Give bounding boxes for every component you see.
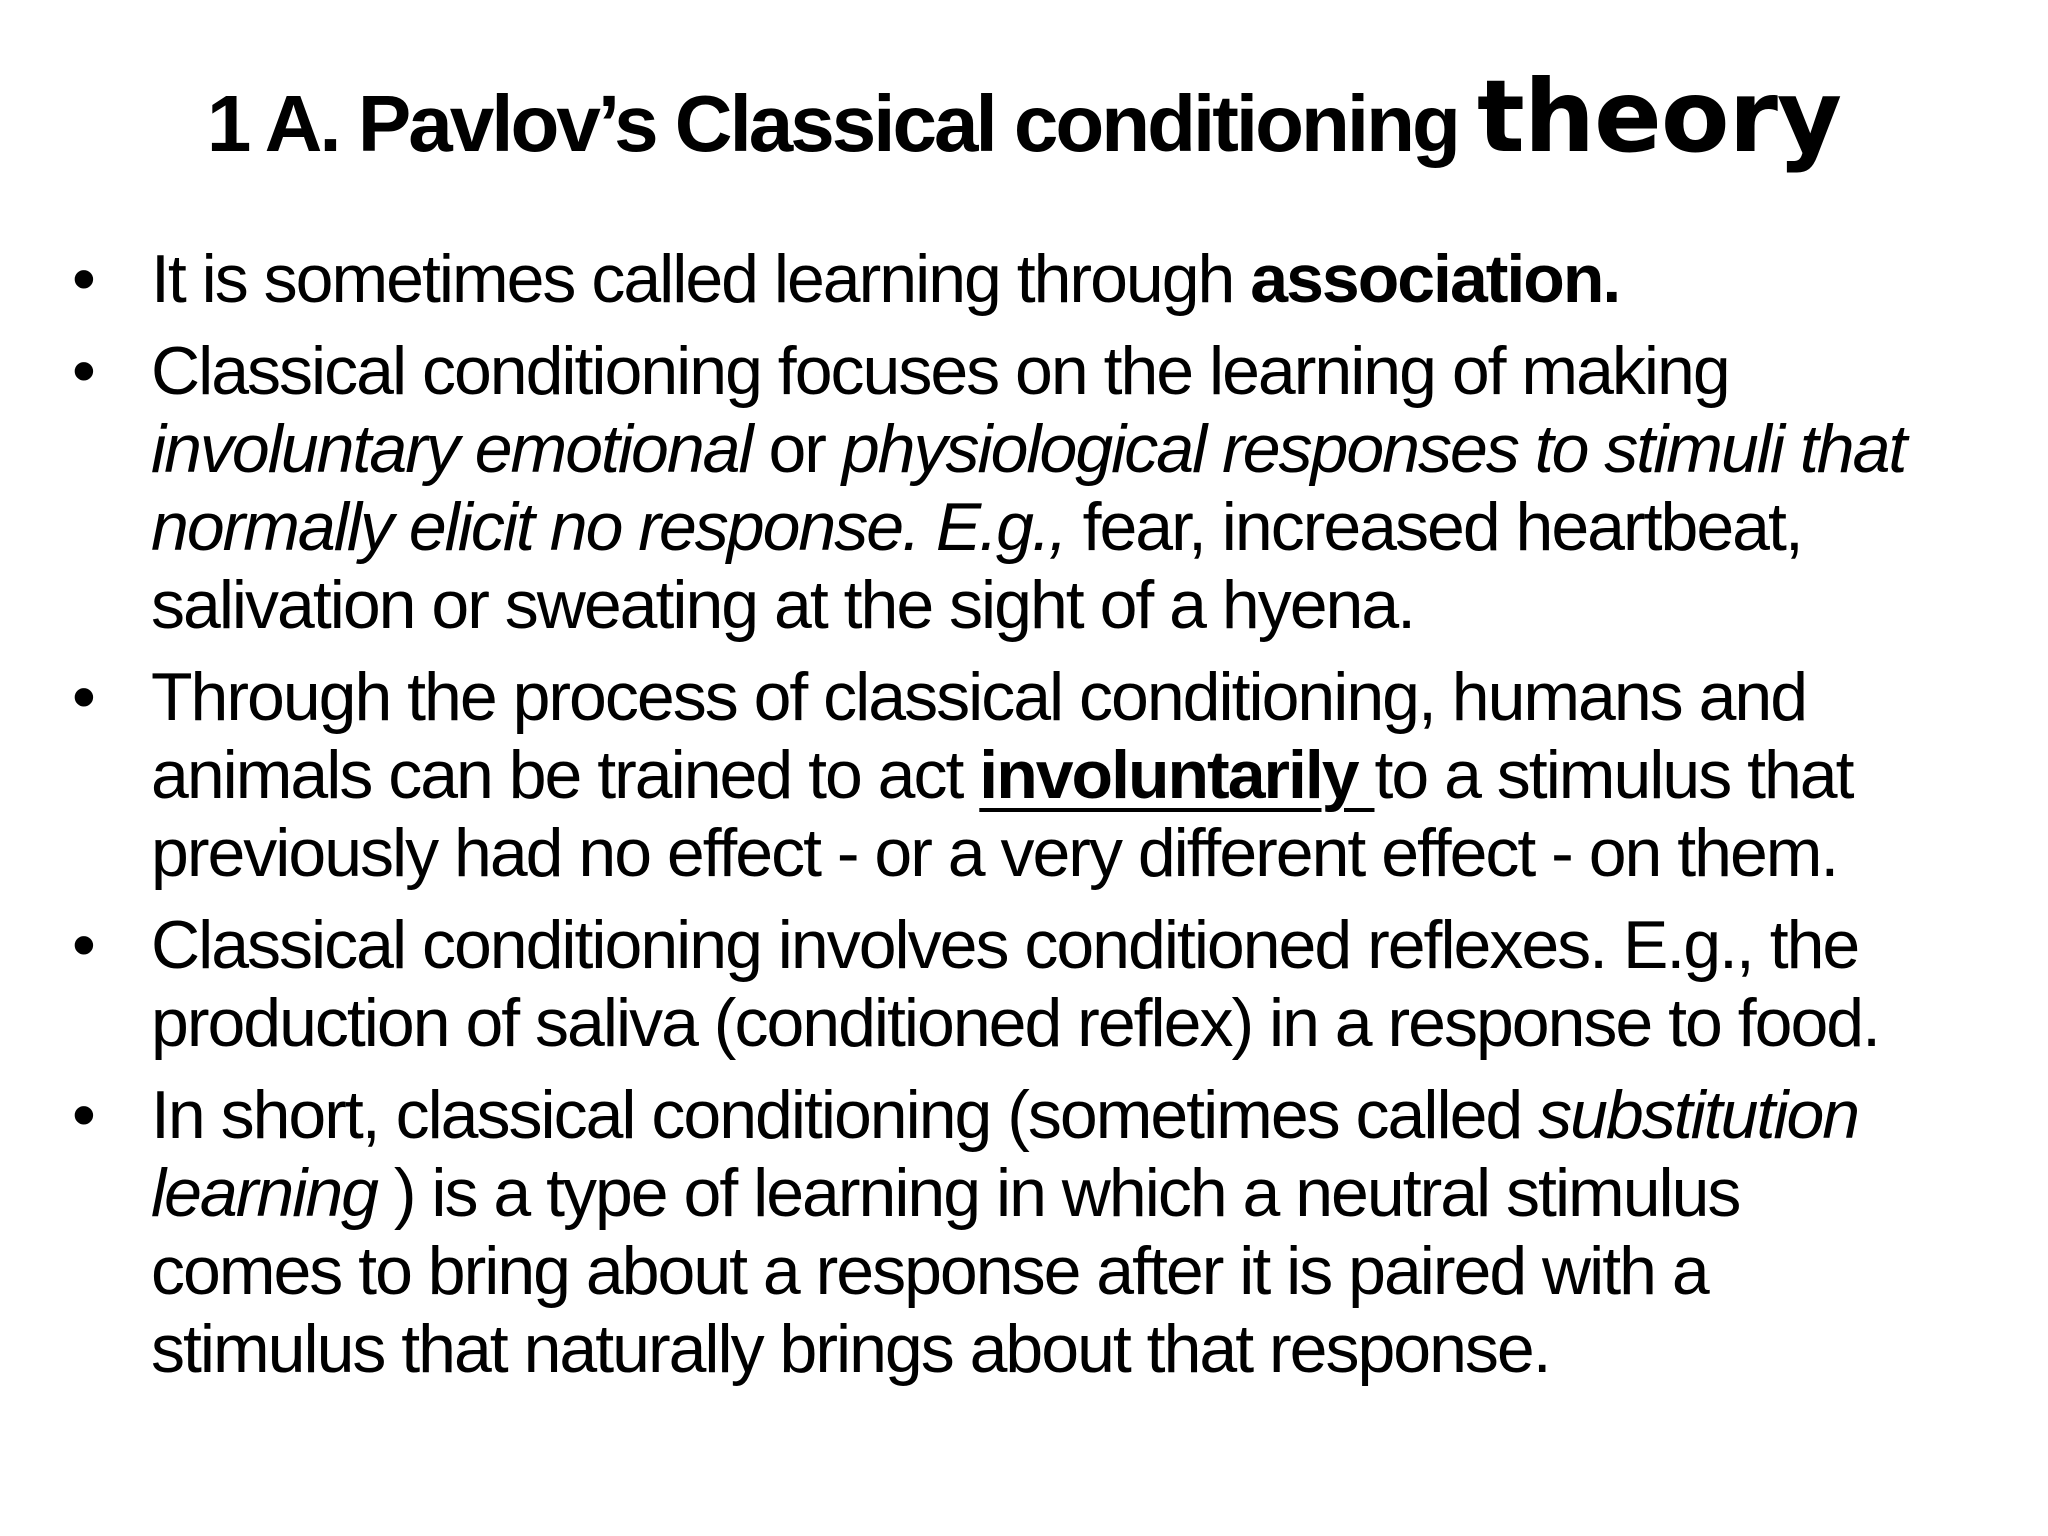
slide-title xyxy=(0,58,2048,179)
bullet-text: or xyxy=(751,411,842,487)
bullet-text-italic: substitution xyxy=(1538,1077,1859,1153)
bullet-text-bold: association. xyxy=(1250,241,1620,317)
bullet-line xyxy=(151,410,2048,488)
bullet-line xyxy=(151,1076,2048,1154)
bullet-text: to a stimulus that xyxy=(1374,737,1853,813)
bullet-text: In short, classical conditioning (sometimes called xyxy=(151,1077,1539,1153)
bullet-text: fear, increased heartbeat, xyxy=(1065,489,1802,565)
bullet-text: animals can be trained to act xyxy=(151,737,980,813)
bullet-text-italic: involuntary emotional xyxy=(151,411,752,487)
bullet-item xyxy=(0,1076,2048,1388)
slide-title-end: theory xyxy=(1477,58,1842,175)
bullet-text: It is sometimes called learning through xyxy=(151,241,1251,317)
bullet-glyph: • xyxy=(72,1077,94,1153)
bullet-text-italic: learning xyxy=(151,1155,377,1231)
bullet-line xyxy=(151,488,2048,566)
bullet-glyph: • xyxy=(72,241,94,317)
bullet-line: stimulus that naturally brings about that response. xyxy=(151,1311,1550,1387)
bullet-line: comes to bring about a response after it is paired with a xyxy=(151,1233,1708,1309)
bullet-line xyxy=(151,736,2048,814)
bullet-line: Classical conditioning involves conditioned reflexes. E.g., the xyxy=(151,907,1859,983)
bullet-line: previously had no effect - or a very different effect - on them. xyxy=(151,815,1838,891)
bullet-text-italic: physiological responses to stimuli that xyxy=(841,411,1906,487)
bullet-glyph: • xyxy=(72,907,94,983)
bullet-text: ) is a type of learning in which a neutral stimulus xyxy=(376,1155,1740,1231)
bullet-text-underlined: involuntarily xyxy=(979,737,1375,813)
bullet-list xyxy=(0,240,2048,1402)
bullet-line: production of saliva (conditioned reflex) in a response to food. xyxy=(151,985,1879,1061)
bullet-line xyxy=(151,240,2048,318)
bullet-line xyxy=(151,1154,2048,1232)
bullet-item xyxy=(0,332,2048,644)
slide-title-main: 1 A. Pavlov’s Classical conditioning xyxy=(206,79,1478,168)
bullet-glyph: • xyxy=(72,659,94,735)
bullet-glyph: • xyxy=(72,333,94,409)
bullet-item xyxy=(0,240,2048,318)
bullet-text-italic: normally elicit no response. E.g., xyxy=(151,489,1066,565)
bullet-line: Classical conditioning focuses on the learning of making xyxy=(151,333,1729,409)
bullet-line: salivation or sweating at the sight of a hyena. xyxy=(151,567,1415,643)
bullet-item xyxy=(0,658,2048,892)
bullet-item xyxy=(0,906,2048,1062)
bullet-line: Through the process of classical conditioning, humans and xyxy=(151,659,1807,735)
